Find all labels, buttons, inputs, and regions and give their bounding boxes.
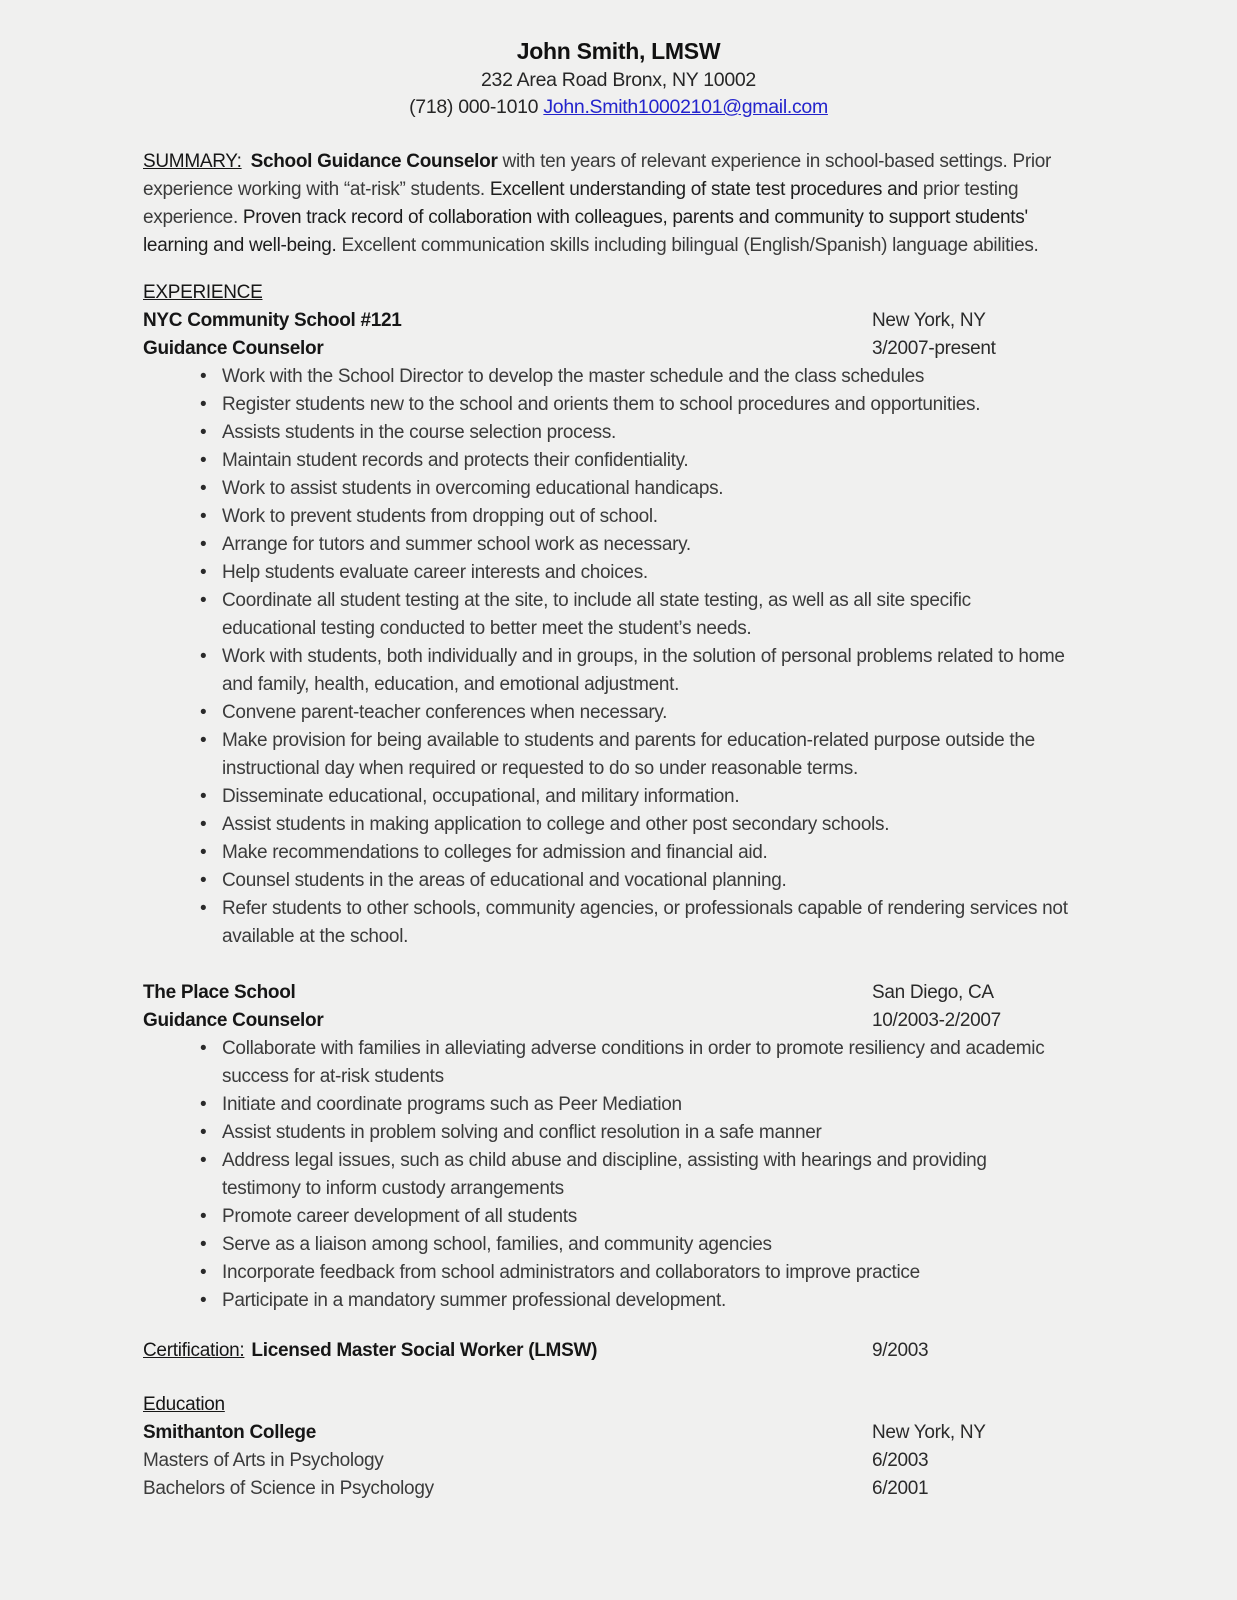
employer-name: NYC Community School #121 bbox=[143, 310, 402, 331]
bullet-item: • Maintain student records and protects their confidentiality. bbox=[143, 447, 1068, 475]
resume-body bbox=[143, 148, 1068, 1503]
summary-paragraph bbox=[143, 148, 1068, 260]
bullet-item: • Assist students in making application to college and other post secondary schools. bbox=[143, 811, 1068, 839]
job-dates: 3/2007-present bbox=[872, 338, 996, 359]
bullet-item: • Serve as a liaison among school, families, and community agencies bbox=[143, 1231, 1068, 1259]
bullet-item: • Work with the School Director to develop the master schedule and the class schedules bbox=[143, 363, 1068, 391]
bullet-item: • Assist students in problem solving and conflict resolution in a safe manner bbox=[143, 1119, 1068, 1147]
section-heading-experience: EXPERIENCE bbox=[143, 282, 263, 303]
job-title-row bbox=[143, 1007, 1068, 1035]
bullet-item: • Address legal issues, such as child abuse and discipline, assisting with hearings and providing testimony to inform custody arrangements bbox=[143, 1147, 1068, 1203]
bullet-item: • Work to assist students in overcoming educational handicaps. bbox=[143, 475, 1068, 503]
job-entry bbox=[143, 307, 1068, 951]
bullet-item: • Make provision for being available to students and parents for education-related purpose outside the instructional day when required or requested to do so under reasonable terms. bbox=[143, 727, 1068, 783]
bullet-item: • Initiate and coordinate programs such as Peer Mediation bbox=[143, 1091, 1068, 1119]
job-title-row bbox=[143, 335, 1068, 363]
bullet-item: • Disseminate educational, occupational, and military information. bbox=[143, 783, 1068, 811]
job-header-row bbox=[143, 979, 1068, 1007]
summary-role: School Guidance Counselor bbox=[250, 151, 498, 172]
bullet-item: • Collaborate with families in alleviating adverse conditions in order to promote resiliency and academic success for at-risk students bbox=[143, 1035, 1068, 1091]
job-title: Guidance Counselor bbox=[143, 1010, 324, 1031]
education-school-row bbox=[143, 1419, 1068, 1447]
resume-header bbox=[0, 0, 1237, 121]
summary-label: SUMMARY: bbox=[143, 151, 242, 172]
job-entry bbox=[143, 979, 1068, 1315]
degree-date: 6/2001 bbox=[872, 1478, 929, 1499]
bullet-item: • Incorporate feedback from school administrators and collaborators to improve practice bbox=[143, 1259, 1068, 1287]
school-location: New York, NY bbox=[872, 1422, 986, 1443]
section-heading-education: Education bbox=[143, 1394, 225, 1415]
school-name: Smithanton College bbox=[143, 1422, 316, 1443]
certification-row bbox=[143, 1337, 1068, 1365]
bullet-item: • Work to prevent students from dropping out of school. bbox=[143, 503, 1068, 531]
bullet-item: • Convene parent-teacher conferences when necessary. bbox=[143, 699, 1068, 727]
bullet-item: • Assists students in the course selection process. bbox=[143, 419, 1068, 447]
bullet-item: • Work with students, both individually and in groups, in the solution of personal problems related to home and family, health, education, and emotional adjustment. bbox=[143, 643, 1068, 699]
job-header-row bbox=[143, 307, 1068, 335]
certification-value: Licensed Master Social Worker (LMSW) bbox=[251, 1340, 598, 1361]
degree-row bbox=[143, 1475, 1068, 1503]
candidate-name: John Smith, LMSW bbox=[516, 38, 721, 64]
degree-date: 6/2003 bbox=[872, 1450, 929, 1471]
summary-text: with ten years of relevant experience in school-based settings. Prior experience working with “at-risk” students. bbox=[143, 151, 1052, 200]
summary-text: Excellent understanding of state test procedures and bbox=[489, 179, 923, 200]
address-line: 232 Area Road Bronx, NY 10002 bbox=[481, 69, 756, 91]
summary-text: prior testing experience. bbox=[143, 179, 1019, 228]
job-title: Guidance Counselor bbox=[143, 338, 324, 359]
certification-label: Certification: bbox=[143, 1340, 245, 1361]
bullet-item: • Make recommendations to colleges for admission and financial aid. bbox=[143, 839, 1068, 867]
bullet-item: • Participate in a mandatory summer professional development. bbox=[143, 1287, 1068, 1315]
job-dates: 10/2003-2/2007 bbox=[872, 1010, 1001, 1031]
job-bullet-list bbox=[143, 363, 1068, 951]
degree-row bbox=[143, 1447, 1068, 1475]
job-location: San Diego, CA bbox=[872, 982, 994, 1003]
bullet-item: • Promote career development of all students bbox=[143, 1203, 1068, 1231]
bullet-item: • Coordinate all student testing at the site, to include all state testing, as well as all site specific educational testing conducted to better meet the student’s needs. bbox=[143, 587, 1068, 643]
certification-date: 9/2003 bbox=[872, 1340, 929, 1361]
phone-number: (718) 000-1010 bbox=[409, 96, 544, 118]
bullet-item: • Counsel students in the areas of educational and vocational planning. bbox=[143, 867, 1068, 895]
bullet-item: • Help students evaluate career interests and choices. bbox=[143, 559, 1068, 587]
degree-name: Bachelors of Science in Psychology bbox=[143, 1478, 434, 1499]
job-location: New York, NY bbox=[872, 310, 986, 331]
bullet-item: • Refer students to other schools, community agencies, or professionals capable of rendering services not available at the school. bbox=[143, 895, 1068, 951]
email-link[interactable]: John.Smith10002101@gmail.com bbox=[543, 96, 828, 118]
bullet-item: • Register students new to the school and orients them to school procedures and opportunities. bbox=[143, 391, 1068, 419]
summary-text: Proven track record of collaboration with colleagues, parents and community to support students' learning and well-being. bbox=[143, 207, 1028, 256]
employer-name: The Place School bbox=[143, 982, 296, 1003]
contact-line bbox=[0, 94, 1237, 121]
bullet-item: • Arrange for tutors and summer school work as necessary. bbox=[143, 531, 1068, 559]
summary-text: Excellent communication skills including bilingual (English/Spanish) language abilities. bbox=[341, 235, 1039, 256]
job-bullet-list bbox=[143, 1035, 1068, 1315]
degree-name: Masters of Arts in Psychology bbox=[143, 1450, 384, 1471]
